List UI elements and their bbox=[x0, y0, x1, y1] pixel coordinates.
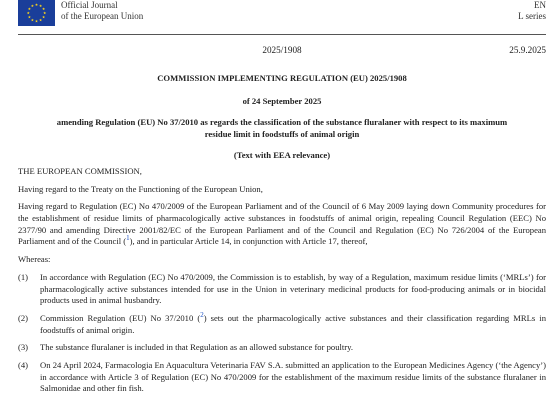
recital-number: (4) bbox=[18, 359, 29, 370]
recital-text bbox=[40, 360, 546, 395]
recital-number: (1) bbox=[18, 271, 29, 282]
recital-item bbox=[18, 272, 546, 307]
journal-line-1: Official Journal bbox=[61, 0, 118, 10]
doc-date: 25.9.2025 bbox=[509, 45, 546, 55]
eea-relevance: (Text with EEA relevance) bbox=[233, 150, 331, 160]
recital-item bbox=[18, 313, 546, 336]
recital-item bbox=[18, 342, 546, 354]
doc-number-row bbox=[18, 44, 546, 56]
recital-text bbox=[40, 342, 546, 354]
header-divider bbox=[18, 34, 546, 35]
recital-text bbox=[40, 272, 546, 307]
whereas-line: Whereas: bbox=[18, 254, 51, 265]
series-label: L series bbox=[518, 11, 546, 21]
doc-number: 2025/1908 bbox=[262, 45, 302, 55]
subject-line-2: residue limit in foodstuffs of animal origin bbox=[204, 128, 360, 139]
journal-line-2: of the European Union bbox=[61, 11, 144, 21]
subject-line-1: amending Regulation (EU) No 37/2010 as regards the classification of the substance fluralaner with respect to its maximum bbox=[56, 117, 508, 127]
recital-text-before: In accordance with Regulation (EC) No 470/2009, the Commission is to establish, by way of a Regulation, maximum residue limits (‘MRLs’) for pharmacologically active substances intended for use in the Union in veterinary medicinal products for food-producing animals or in biocidal products used in animal husbandry. bbox=[40, 271, 546, 306]
recital-text-after: ) sets out the pharmacologically active substances and their classification regarding MRLs in foodstuffs of animal origin. bbox=[40, 312, 546, 335]
commission-line: THE EUROPEAN COMMISSION, bbox=[18, 166, 142, 176]
citation-text-before: Having regard to Regulation (EC) No 470/2009 of the European Parliament and of the Council of 6 May 2009 laying down Community procedures for the establishment of residue limits of pharmacologically active substances in foodstuffs of animal origin, repealing Council Regulation (EEC) No 2377/90 and amending Directive 2001/82/EC of the European Parliament and of the Council and Regulation (EC) No 726/2004 of the European Parliament and of the Council ( bbox=[18, 201, 546, 247]
footnote-link-1[interactable]: 1 bbox=[126, 234, 130, 243]
recital-text-before: Commission Regulation (EU) No 37/2010 ( bbox=[40, 312, 201, 323]
recital-number: (3) bbox=[18, 342, 29, 353]
recital-text-before: The substance fluralaner is included in that Regulation as an allowed substance for poultry. bbox=[40, 342, 354, 353]
recital-number: (2) bbox=[18, 312, 29, 323]
document-body bbox=[18, 166, 546, 401]
footnote-link-2[interactable]: 2 bbox=[200, 311, 204, 320]
eu-stars bbox=[18, 0, 55, 26]
treaty-recital: Having regard to the Treaty on the Functioning of the European Union, bbox=[18, 183, 263, 194]
recital-text-before: On 24 April 2024, Farmacologia En Aquacultura Veterinaria FAV S.A. submitted an application to the European Medicines Agency (‘the Agency’) in accordance with Article 3 of Regulation (EC) No 470/2009 for the establishment of the maximum residue limits of the substance fluralaner in Salmonidae and other fin fish. bbox=[40, 359, 546, 394]
recital-item bbox=[18, 360, 546, 395]
recital-text bbox=[40, 313, 546, 336]
regulation-subject bbox=[18, 117, 546, 140]
language-code: EN bbox=[534, 0, 546, 10]
journal-title bbox=[61, 0, 143, 22]
journal-meta bbox=[518, 0, 546, 22]
regulation-citation bbox=[18, 201, 546, 248]
citation-text-after: ), and in particular Article 14, in conjunction with Article 17, thereof, bbox=[129, 236, 368, 247]
regulation-date: of 24 September 2025 bbox=[242, 96, 322, 106]
oj-header bbox=[18, 0, 546, 30]
eu-flag-icon bbox=[18, 0, 55, 26]
regulation-title: COMMISSION IMPLEMENTING REGULATION (EU) 2025/1908 bbox=[157, 73, 407, 83]
